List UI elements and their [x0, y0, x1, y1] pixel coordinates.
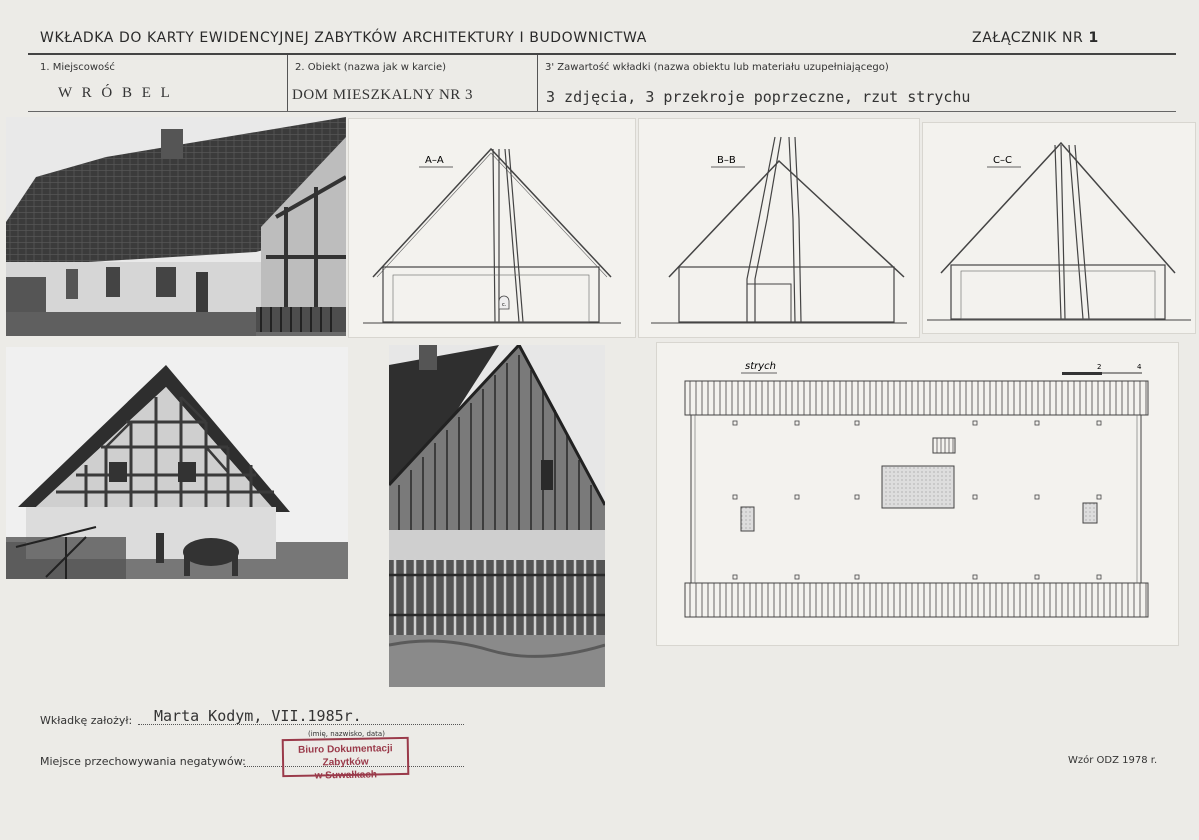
section-bb-label: B–B	[717, 155, 736, 166]
photo-gable-timbered	[6, 347, 348, 579]
locality-value: W R Ó B E L	[58, 85, 173, 101]
form-code: Wzór ODZ 1978 r.	[1068, 755, 1158, 766]
institution-stamp	[282, 737, 410, 782]
header-rule	[28, 53, 1176, 55]
created-label: Wkładkę założył:	[40, 714, 133, 727]
plan-label: strych	[745, 361, 776, 372]
created-value: Marta Kodym, VII.1985r.	[154, 707, 362, 725]
section-cc-drawing	[922, 122, 1196, 334]
annex-text: ZAŁĄCZNIK NR	[972, 30, 1084, 46]
section-aa-drawing	[348, 118, 636, 338]
stamp-line-1: Biuro Dokumentacji Zabytków	[298, 743, 393, 769]
section-cc-label: C–C	[993, 155, 1012, 166]
locality-label: 1. Miejscowość	[40, 62, 115, 73]
attic-plan-drawing	[656, 342, 1179, 646]
form-title: WKŁADKA DO KARTY EWIDENCYJNEJ ZABYTKÓW ARCHITEKTURY I BUDOWNICTWA	[40, 30, 647, 46]
section-aa-mark: c.	[502, 302, 507, 308]
photo-barn-fence	[389, 345, 605, 687]
stamp-line-2: w Suwałkach	[314, 769, 378, 782]
content-value: 3 zdjęcia, 3 przekroje poprzeczne, rzut strychu	[546, 88, 971, 106]
object-value: DOM MIESZKALNY NR 3	[292, 87, 474, 103]
field-rule	[28, 111, 1176, 112]
scale-2-label: 2	[1097, 363, 1102, 371]
section-aa-label: A–A	[425, 155, 444, 166]
created-line	[138, 724, 464, 725]
object-label: 2. Obiekt (nazwa jak w karcie)	[295, 62, 447, 73]
photo-house-view	[6, 117, 346, 336]
annex-label	[972, 30, 1099, 46]
content-label: 3' Zawartość wkładki (nazwa obiektu lub materiału uzupełniającego)	[545, 62, 889, 73]
storage-label: Miejsce przechowywania negatywów:	[40, 755, 246, 768]
created-hint: (imię, nazwisko, data)	[308, 730, 385, 738]
field-divider-2	[537, 55, 538, 111]
section-bb-drawing	[638, 118, 920, 338]
scale-4-label: 4	[1137, 363, 1142, 371]
annex-number: 1	[1088, 30, 1099, 46]
field-divider-1	[287, 55, 288, 111]
